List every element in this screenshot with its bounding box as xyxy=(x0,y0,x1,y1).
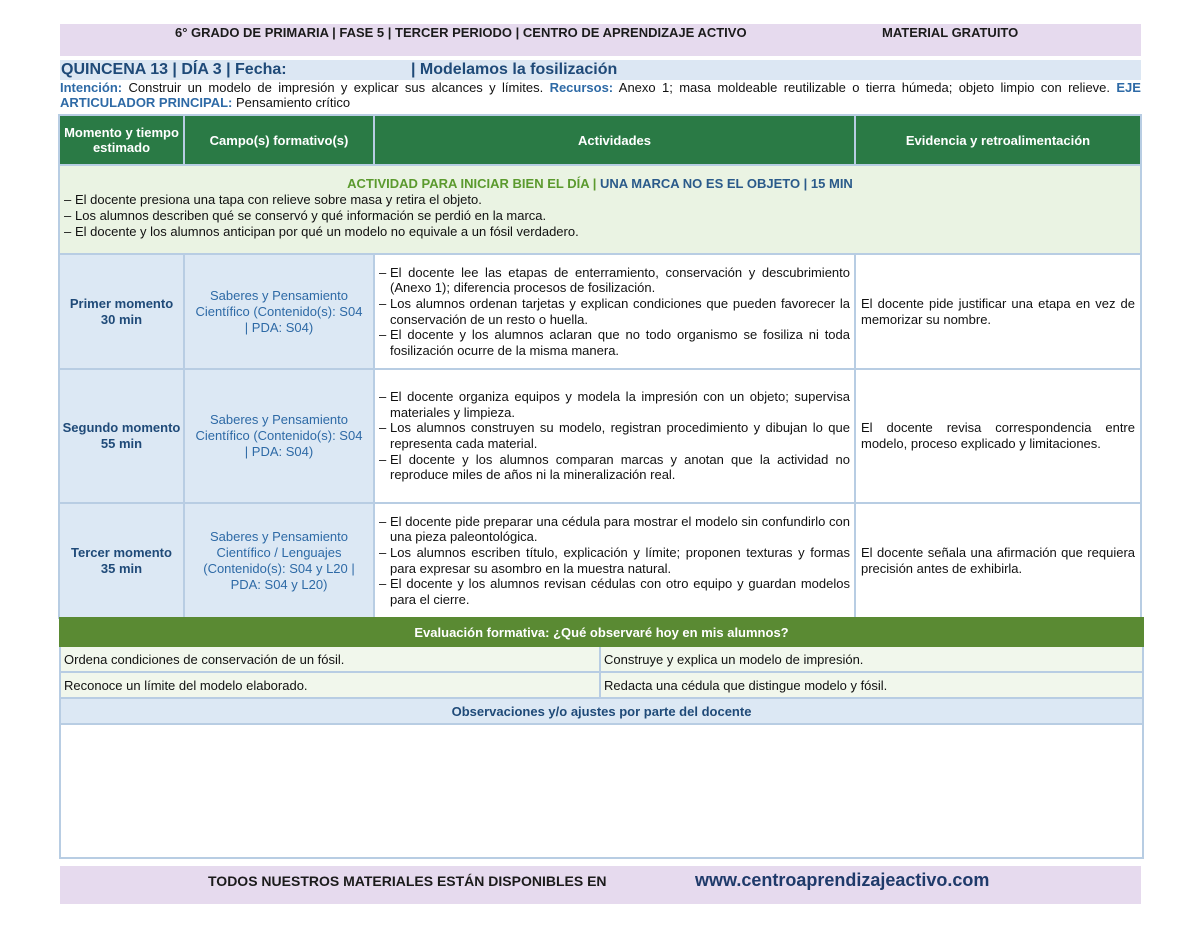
start-activity-row xyxy=(59,165,1141,254)
table-header-row xyxy=(59,115,1141,165)
evaluation-item: Redacta una cédula que distingue modelo y fósil. xyxy=(600,672,1143,698)
resources-text: Anexo 1; masa moldeable reutilizable o tierra húmeda; objeto limpio con relieve. xyxy=(618,80,1111,95)
list-item: – El docente presiona una tapa con relieve sobre masa y retira el objeto. xyxy=(64,192,1136,208)
start-title-green: ACTIVIDAD PARA INICIAR BIEN EL DÍA | xyxy=(347,176,597,191)
start-activity-list xyxy=(64,192,1136,240)
moment-cell xyxy=(59,254,184,369)
list-item: – Los alumnos construyen su modelo, registran procedimiento y dibujan lo que representa cada material. xyxy=(379,420,850,451)
moment-label: Segundo momento xyxy=(62,420,181,435)
campo-cell: Saberes y Pensamiento Científico / Lenguajes (Contenido(s): S04 y L20 | PDA: S04 y L20) xyxy=(184,503,374,618)
list-item: – El docente y los alumnos aclaran que no todo organismo se fosiliza ni toda fosilización ocurre de la misma manera. xyxy=(379,327,850,358)
moment-label: Tercer momento xyxy=(71,544,172,560)
lesson-title: | Modelamos la fosilización xyxy=(411,61,618,78)
evaluation-item: Ordena condiciones de conservación de un fósil. xyxy=(60,646,600,672)
evidence-cell: El docente señala una afirmación que requiera precisión antes de exhibirla. xyxy=(855,503,1141,618)
evaluation-item: Reconoce un límite del modelo elaborado. xyxy=(60,672,600,698)
evaluation-table xyxy=(59,617,1144,859)
moment-label: Primer momento xyxy=(69,295,174,311)
evidence-cell: El docente pide justificar una etapa en vez de memorizar su nombre. xyxy=(855,254,1141,369)
activities-cell xyxy=(374,369,855,503)
activities-cell xyxy=(374,503,855,618)
list-item: – Los alumnos ordenan tarjetas y explican condiciones que pueden favorecer la conservación de un resto o huella. xyxy=(379,296,850,327)
evaluation-item: Construye y explica un modelo de impresión. xyxy=(600,646,1143,672)
header-banner xyxy=(60,24,1141,56)
lesson-table xyxy=(58,114,1142,619)
observations-title: Observaciones y/o ajustes por parte del docente xyxy=(60,698,1143,724)
header-grade-info: 6° GRADO DE PRIMARIA | FASE 5 | TERCER PERIODO | CENTRO DE APRENDIZAJE ACTIVO xyxy=(175,25,747,40)
evaluation-title: Evaluación formativa: ¿Qué observaré hoy en mis alumnos? xyxy=(60,618,1143,646)
header-actividades: Actividades xyxy=(374,115,855,165)
list-item: – El docente y los alumnos comparan marcas y anotan que la actividad no reproduce miles de años ni la mineralización real. xyxy=(379,452,850,483)
table-row xyxy=(59,369,1141,503)
lesson-intent xyxy=(60,80,1141,110)
axis-text: Pensamiento crítico xyxy=(235,95,351,110)
header-evidencia: Evidencia y retroalimentación xyxy=(855,115,1141,165)
table-row xyxy=(59,254,1141,369)
footer-text: TODOS NUESTROS MATERIALES ESTÁN DISPONIBLES EN xyxy=(208,873,607,889)
intent-text: Construir un modelo de impresión y explicar sus alcances y límites. xyxy=(128,80,544,95)
start-activity-title xyxy=(64,176,1136,192)
activities-cell xyxy=(374,254,855,369)
list-item: – Los alumnos escriben título, explicación y límite; proponen texturas y formas para expresar su asombro en la muestra natural. xyxy=(379,545,850,576)
list-item: – El docente y los alumnos revisan cédulas con otro equipo y guardan modelos para el cierre. xyxy=(379,576,850,607)
intent-label: Intención: xyxy=(60,80,123,95)
evidence-cell: El docente revisa correspondencia entre modelo, proceso explicado y limitaciones. xyxy=(855,369,1141,503)
moment-cell xyxy=(59,503,184,618)
moment-cell xyxy=(59,369,184,503)
lesson-date-label: QUINCENA 13 | DÍA 3 | Fecha: xyxy=(61,61,287,78)
list-item: – Los alumnos describen qué se conservó y qué información se perdió en la marca. xyxy=(64,208,1136,224)
axis-label: EJE ARTICULADOR PRINCIPAL: xyxy=(60,80,1141,110)
moment-time: 30 min xyxy=(100,311,143,327)
moment-time: 35 min xyxy=(100,560,143,576)
start-activity-cell xyxy=(59,165,1141,254)
lesson-title-bar xyxy=(60,60,1141,80)
header-free-material: MATERIAL GRATUITO xyxy=(882,25,1019,40)
moment-time: 55 min xyxy=(100,436,143,451)
observations-area[interactable] xyxy=(60,724,1143,858)
footer-banner xyxy=(60,866,1141,904)
campo-cell: Saberes y Pensamiento Científico (Contenido(s): S04 | PDA: S04) xyxy=(184,254,374,369)
resources-label: Recursos: xyxy=(549,80,614,95)
header-momento: Momento y tiempo estimado xyxy=(59,115,184,165)
list-item: – El docente y los alumnos anticipan por qué un modelo no equivale a un fósil verdadero. xyxy=(64,224,1136,240)
header-campo: Campo(s) formativo(s) xyxy=(184,115,374,165)
campo-cell: Saberes y Pensamiento Científico (Contenido(s): S04 | PDA: S04) xyxy=(184,369,374,503)
list-item: – El docente pide preparar una cédula para mostrar el modelo sin confundirlo con una pieza paleontológica. xyxy=(379,514,850,545)
start-title-blue: UNA MARCA NO ES EL OBJETO | 15 MIN xyxy=(599,176,853,191)
list-item: – El docente organiza equipos y modela la impresión con un objeto; supervisa materiales y limpieza. xyxy=(379,389,850,420)
table-row xyxy=(59,503,1141,618)
list-item: – El docente lee las etapas de enterramiento, conservación y descubrimiento (Anexo 1); diferencia procesos de fosilización. xyxy=(379,265,850,296)
footer-url-link[interactable]: www.centroaprendizajeactivo.com xyxy=(695,870,990,890)
